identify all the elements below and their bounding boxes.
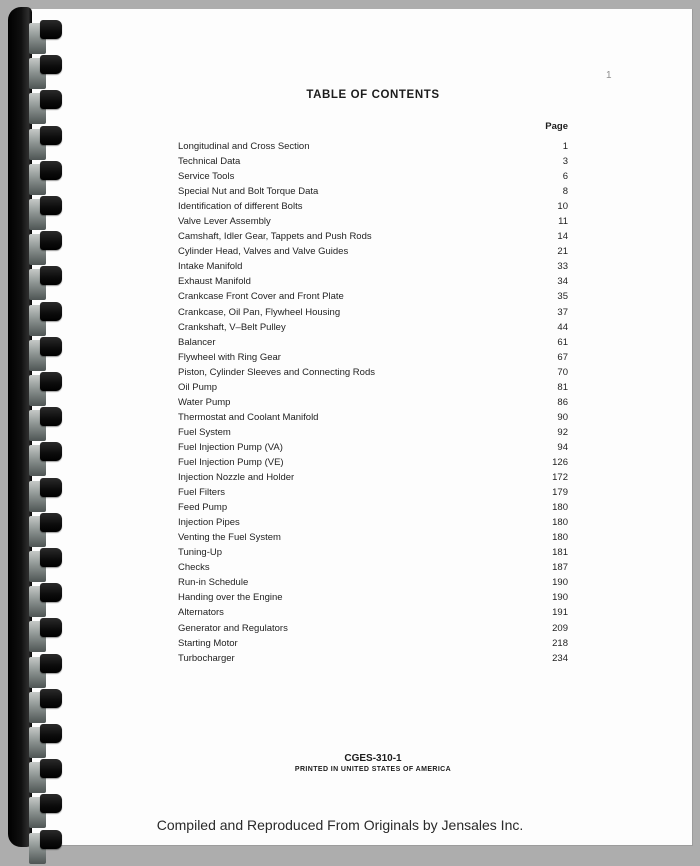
toc-entry <box>178 455 568 470</box>
page-title: TABLE OF CONTENTS <box>306 89 440 101</box>
toc-entry <box>178 636 568 651</box>
binding-tooth <box>0 689 70 725</box>
binding-tooth-tab <box>40 548 62 567</box>
binding-tooth <box>0 548 70 584</box>
toc-entry-label: Run-in Schedule <box>178 577 249 589</box>
toc-entry-page-number: 61 <box>557 336 568 348</box>
toc-entry-label: Thermostat and Coolant Manifold <box>178 411 319 423</box>
toc-entry-page-number: 67 <box>557 351 568 363</box>
toc-entry-label: Identification of different Bolts <box>178 201 303 213</box>
reproduction-caption: Compiled and Reproduced From Originals by Jensales Inc. <box>156 817 524 833</box>
toc-entry-label: Generator and Regulators <box>178 622 288 634</box>
toc-entry-label: Longitudinal and Cross Section <box>178 141 310 153</box>
toc-entry <box>178 289 568 304</box>
toc-entry-page-number: 14 <box>557 231 568 243</box>
toc-entry <box>178 651 568 666</box>
toc-entry <box>178 199 568 214</box>
toc-entry-label: Alternators <box>178 607 224 619</box>
binding-tooth <box>0 266 70 302</box>
toc-entry <box>178 470 568 485</box>
toc-entry-page-number: 44 <box>557 321 568 333</box>
toc-entry-label: Oil Pump <box>178 381 218 393</box>
binding-tooth <box>0 55 70 91</box>
binding-tooth-tab <box>40 513 62 532</box>
toc-entry-page-number: 81 <box>557 381 568 393</box>
toc-entry <box>178 154 568 169</box>
toc-entry-page-number: 6 <box>562 171 568 183</box>
toc-entry-label: Tuning-Up <box>178 547 223 559</box>
toc-entry <box>178 229 568 244</box>
toc-entry-label: Cylinder Head, Valves and Valve Guides <box>178 246 349 258</box>
toc-entry <box>178 380 568 395</box>
footer-document-code: CGES-310-1 <box>344 753 402 764</box>
toc-entry-label: Fuel Injection Pump (VA) <box>178 441 283 453</box>
binding-tooth <box>0 196 70 232</box>
toc-entry-label: Intake Manifold <box>178 261 243 273</box>
binding-tooth-tab <box>40 583 62 602</box>
toc-entry-page-number: 70 <box>557 366 568 378</box>
toc-entry-label: Technical Data <box>178 156 241 168</box>
toc-entry-page-number: 190 <box>552 592 568 604</box>
toc-entry-page-number: 180 <box>552 532 568 544</box>
toc-entry <box>178 305 568 320</box>
toc-entry <box>178 274 568 289</box>
binding-tooth <box>0 372 70 408</box>
binding-tooth-tab <box>40 231 62 250</box>
binding-tooth <box>0 478 70 514</box>
binding-tooth <box>0 618 70 654</box>
comb-binding <box>0 0 70 855</box>
toc-entry <box>178 214 568 229</box>
toc-entry <box>178 605 568 620</box>
page-content <box>178 9 568 845</box>
binding-tooth-tab <box>40 442 62 461</box>
toc-entry <box>178 184 568 199</box>
binding-tooth <box>0 302 70 338</box>
toc-entry <box>178 575 568 590</box>
toc-entry <box>178 395 568 410</box>
toc-entry <box>178 515 568 530</box>
toc-entry <box>178 440 568 455</box>
toc-entry-page-number: 86 <box>557 396 568 408</box>
toc-entry-page-number: 191 <box>552 607 568 619</box>
binding-tooth-tab <box>40 196 62 215</box>
binding-tooth <box>0 407 70 443</box>
toc-entry-page-number: 209 <box>552 622 568 634</box>
binding-tooth <box>0 161 70 197</box>
toc-entry-page-number: 234 <box>552 652 568 664</box>
binding-tooth <box>0 583 70 619</box>
toc-entry-label: Venting the Fuel System <box>178 532 281 544</box>
binding-tooth-tab <box>40 654 62 673</box>
toc-entry-page-number: 37 <box>557 306 568 318</box>
binding-tooth-tab <box>40 90 62 109</box>
binding-tooth <box>0 513 70 549</box>
toc-entry <box>178 545 568 560</box>
binding-tooth-tab <box>40 266 62 285</box>
toc-entry-label: Fuel System <box>178 426 231 438</box>
document-page <box>28 9 693 845</box>
toc-entry-page-number: 94 <box>557 441 568 453</box>
toc-entry-label: Crankcase, Oil Pan, Flywheel Housing <box>178 306 341 318</box>
toc-entry-page-number: 35 <box>557 291 568 303</box>
binding-tooth <box>0 794 70 830</box>
binding-tooth-tab <box>40 618 62 637</box>
toc-entry-page-number: 218 <box>552 637 568 649</box>
toc-entry-label: Water Pump <box>178 396 231 408</box>
toc-entry-label: Feed Pump <box>178 502 228 514</box>
binding-tooth-tab <box>40 161 62 180</box>
binding-tooth <box>0 442 70 478</box>
toc-entry-page-number: 90 <box>557 411 568 423</box>
toc-entry-page-number: 21 <box>557 246 568 258</box>
binding-tooth <box>0 654 70 690</box>
binding-tooth <box>0 830 70 866</box>
binding-tooth <box>0 759 70 795</box>
toc-entry-page-number: 34 <box>557 276 568 288</box>
toc-entry <box>178 320 568 335</box>
binding-tooth-tab <box>40 407 62 426</box>
binding-tooth-tab <box>40 372 62 391</box>
binding-tooth <box>0 231 70 267</box>
toc-entry <box>178 350 568 365</box>
binding-tooth-tab <box>40 302 62 321</box>
toc-entry <box>178 259 568 274</box>
toc-entry <box>178 410 568 425</box>
binding-tooth <box>0 724 70 760</box>
toc-entry-page-number: 179 <box>552 487 568 499</box>
toc-entry <box>178 560 568 575</box>
toc-entry-label: Exhaust Manifold <box>178 276 251 288</box>
toc-entry <box>178 485 568 500</box>
toc-entry <box>178 169 568 184</box>
toc-entry-label: Starting Motor <box>178 637 238 649</box>
toc-entry-label: Fuel Injection Pump (VE) <box>178 457 284 468</box>
toc-entry-label: Special Nut and Bolt Torque Data <box>178 186 319 198</box>
binding-tooth-tab <box>40 478 62 497</box>
binding-tooth-tab <box>40 126 62 145</box>
toc-entry-page-number: 10 <box>557 201 568 213</box>
binding-tooth-tab <box>40 20 62 39</box>
corner-page-number: 1 <box>606 70 612 81</box>
toc-entry-label: Turbocharger <box>178 652 235 664</box>
table-of-contents <box>178 139 568 666</box>
toc-entry-page-number: 180 <box>552 517 568 529</box>
toc-entry-page-number: 92 <box>557 426 568 438</box>
toc-entry <box>178 530 568 545</box>
toc-entry <box>178 500 568 515</box>
toc-entry <box>178 335 568 350</box>
toc-entry-label: Service Tools <box>178 171 235 183</box>
page-column-header: Page <box>545 121 568 132</box>
toc-entry-label: Injection Pipes <box>178 517 240 529</box>
toc-entry-page-number: 172 <box>552 472 568 484</box>
toc-entry <box>178 425 568 440</box>
toc-entry <box>178 590 568 605</box>
toc-entry-label: Balancer <box>178 336 216 348</box>
toc-entry-page-number: 1 <box>562 141 568 153</box>
toc-entry-label: Valve Lever Assembly <box>178 216 271 228</box>
binding-tooth-tab <box>40 724 62 743</box>
toc-entry-page-number: 11 <box>558 216 568 228</box>
toc-entry-label: Flywheel with Ring Gear <box>178 351 281 363</box>
footer-printed-line: PRINTED IN UNITED STATES OF AMERICA <box>294 766 452 773</box>
toc-entry-label: Fuel Filters <box>178 487 225 499</box>
binding-tooth-tab <box>40 794 62 813</box>
toc-entry-label: Piston, Cylinder Sleeves and Connecting Rods <box>178 366 375 378</box>
binding-tooth-tab <box>40 830 62 849</box>
toc-entry <box>178 139 568 154</box>
toc-entry-label: Handing over the Engine <box>178 592 283 604</box>
toc-entry <box>178 365 568 380</box>
toc-entry-page-number: 190 <box>552 577 568 589</box>
binding-tooth-tab <box>40 759 62 778</box>
toc-entry-label: Injection Nozzle and Holder <box>178 472 295 484</box>
binding-tooth <box>0 20 70 56</box>
toc-entry-label: Camshaft, Idler Gear, Tappets and Push Rods <box>178 231 372 243</box>
toc-entry-page-number: 3 <box>562 156 568 168</box>
binding-tooth <box>0 90 70 126</box>
toc-entry <box>178 244 568 259</box>
toc-entry-label: Crankshaft, V–Belt Pulley <box>178 321 286 333</box>
toc-entry-page-number: 33 <box>557 261 568 273</box>
toc-entry-page-number: 126 <box>552 457 568 468</box>
toc-entry-label: Checks <box>178 562 210 574</box>
toc-entry-page-number: 181 <box>552 547 568 559</box>
toc-entry-page-number: 187 <box>552 562 568 574</box>
binding-tooth-tab <box>40 55 62 74</box>
toc-entry-label: Crankcase Front Cover and Front Plate <box>178 291 344 303</box>
toc-entry <box>178 621 568 636</box>
binding-tooth <box>0 337 70 373</box>
binding-tooth-tab <box>40 337 62 356</box>
toc-entry-page-number: 180 <box>552 502 568 514</box>
binding-tooth <box>0 126 70 162</box>
binding-tooth-tab <box>40 689 62 708</box>
toc-entry-page-number: 8 <box>562 186 568 198</box>
